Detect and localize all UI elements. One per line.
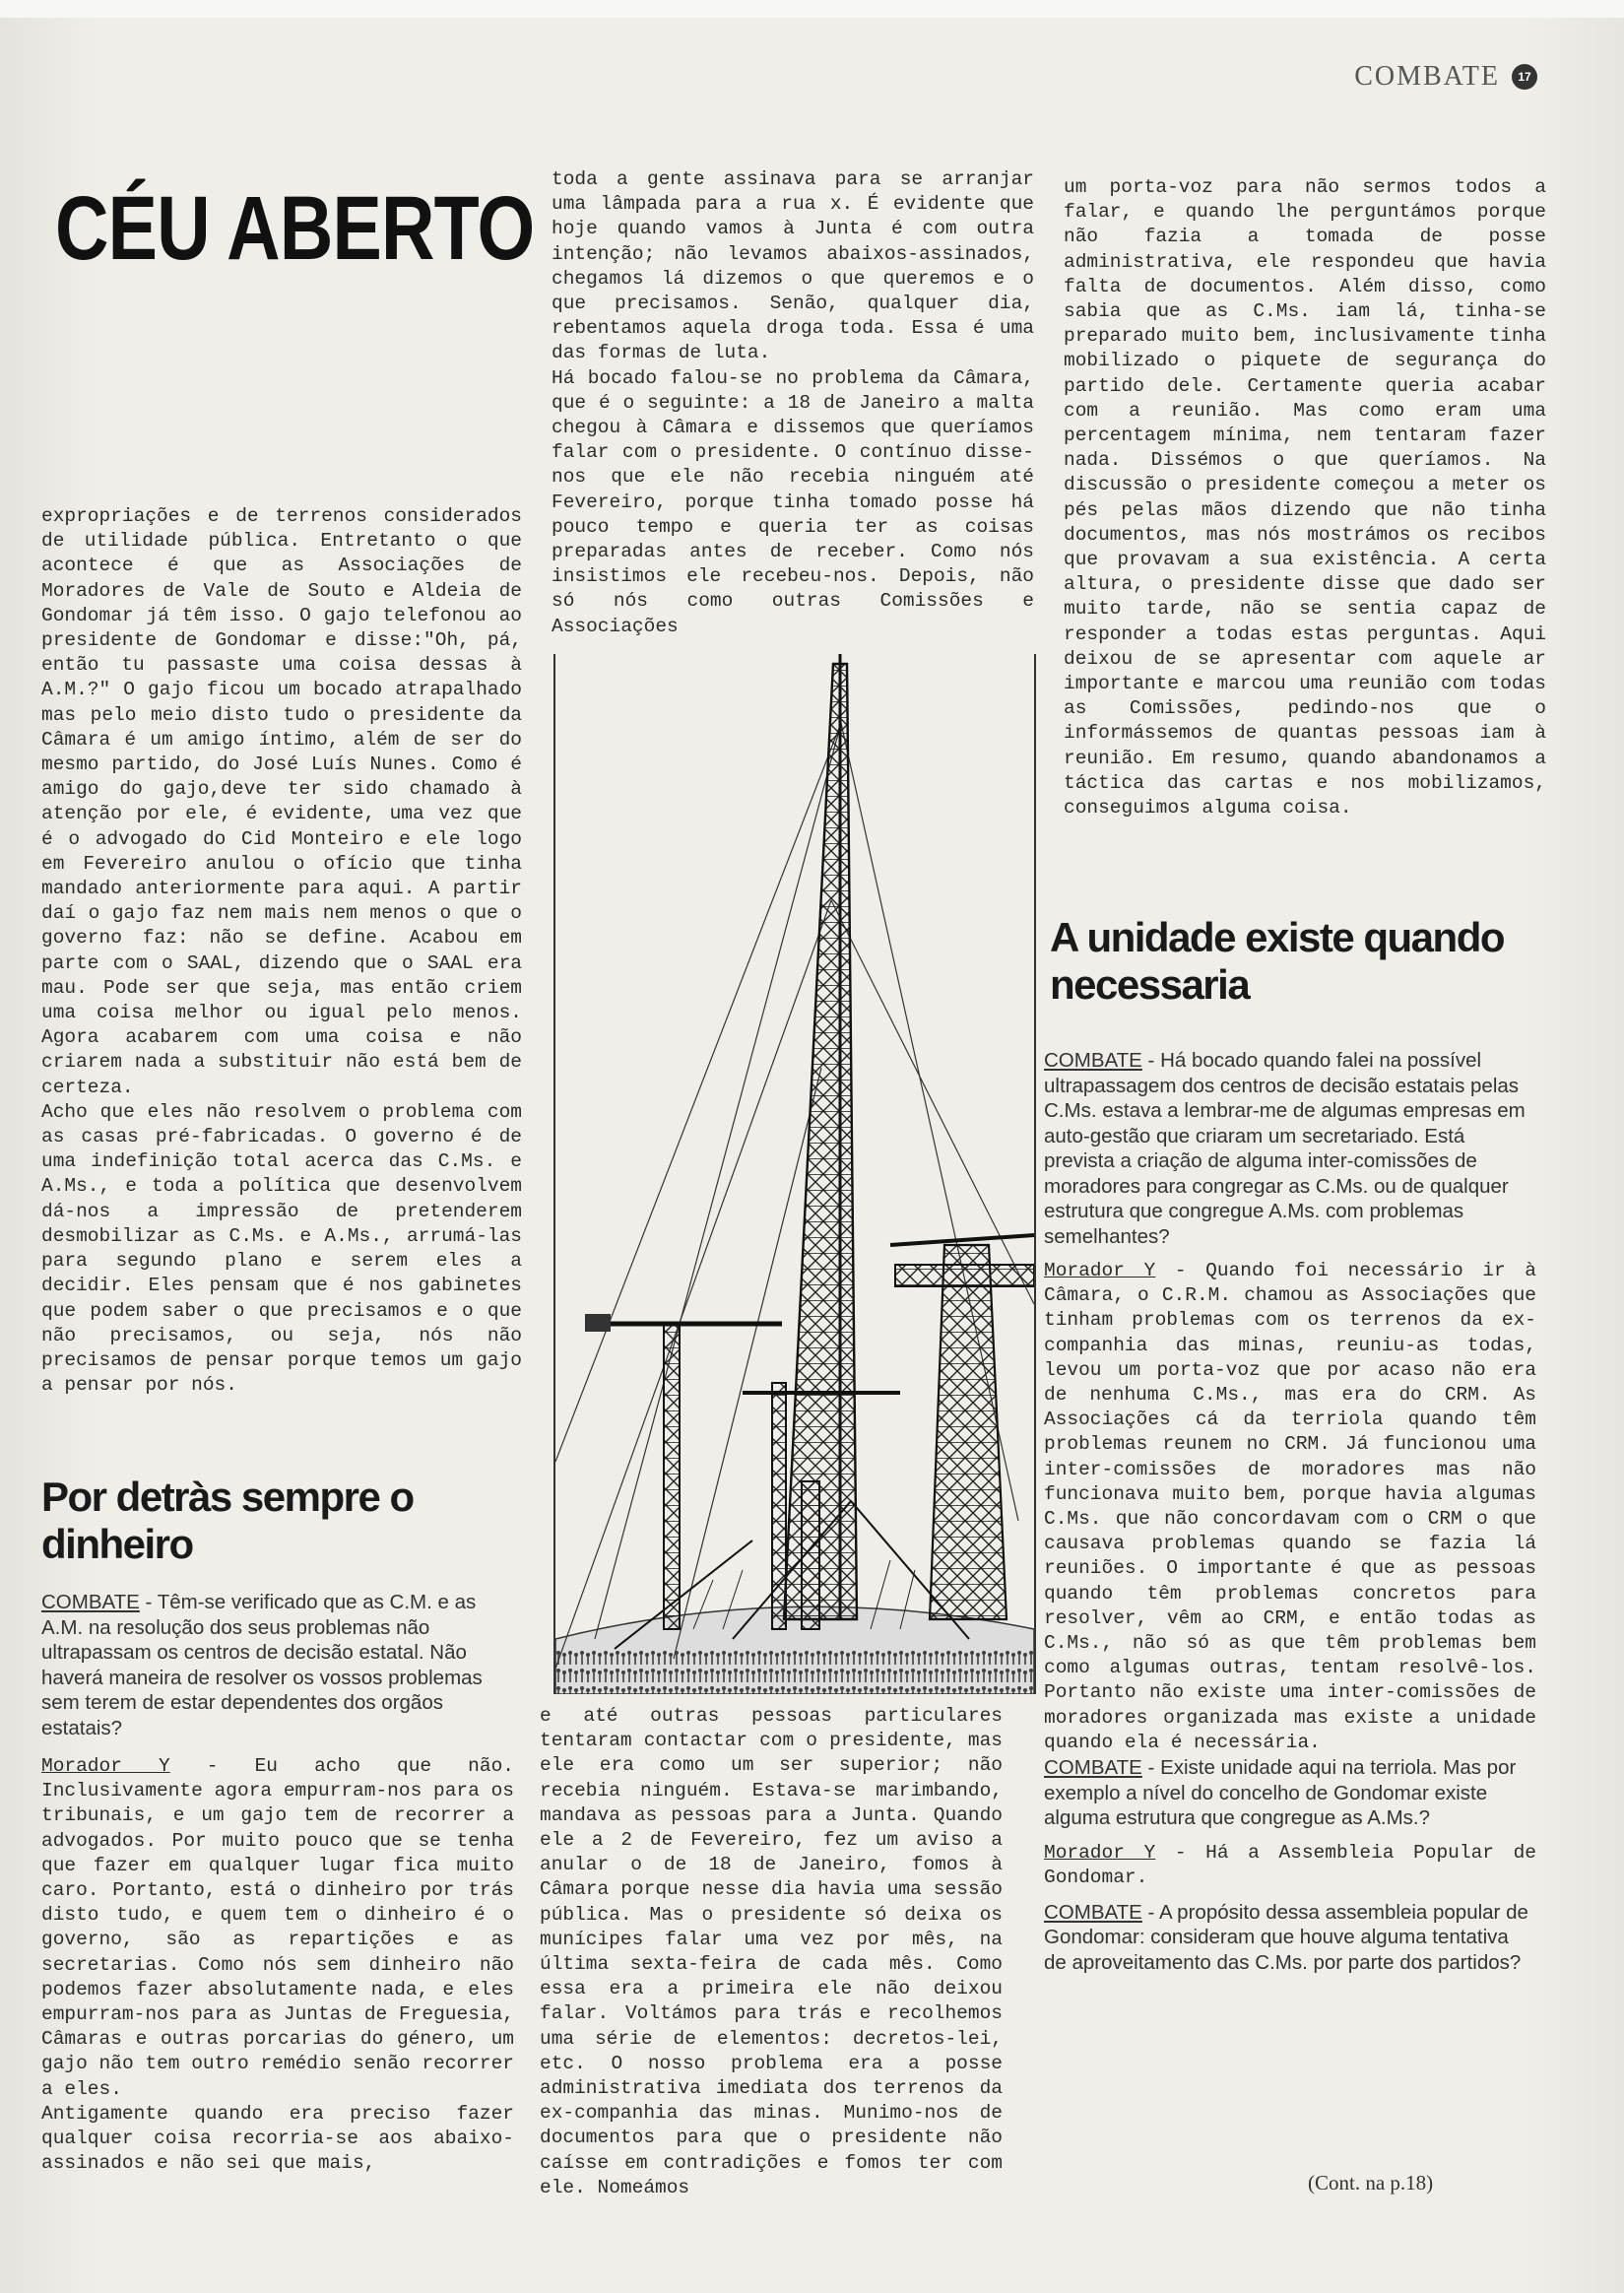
section-2-heading: A unidade existe quando necessaria xyxy=(1050,914,1505,1008)
publication-name: COMBATE xyxy=(1354,61,1500,92)
question-4-text: - A propósito dessa assembleia popular de Gondomar: consideram que houve alguma tentativa de aproveitamento das C.Ms. por parte dos partidos? xyxy=(1044,1900,1528,1974)
question-2-text: - Há bocado quando falei na possível ultrapassagem dos centros de decisão estatais pelas C.Ms. estava a lembrar-me de algumas empresas em auto-gestão que criaram um secretariado. Está prevista a criação de alguma inter-comissões de moradores para congregar as C.Ms. ou de qualquer estrutura que congregue A.Ms. com problemas semelhantes? xyxy=(1044,1049,1526,1248)
answer-3-speaker: Morador Y xyxy=(1044,1841,1156,1864)
question-3 xyxy=(1044,1755,1536,1831)
answer-3 xyxy=(1044,1841,1536,1890)
question-4 xyxy=(1044,1900,1536,1976)
question-1-text: - Têm-se verificado que as C.M. e as A.M. na resolução dos seus problemas não ultrapassam os centros de decisão estatal. Não haverá maneira de resolver os vossos problemas sem terem de estar dependentes dos orgãos estatais? xyxy=(41,1591,483,1739)
answer-2-text: - Quando foi necessário ir à Câmara, o C.R.M. chamou as Associações que tinham problemas com os terrenos da ex-companhia das minas, reuniu-as todas, levou um porta-voz que por acaso não era de nenhuma C.Ms., mas era do CRM. As Associações cá da terriola quando têm problemas reunem no CRM. Já funcionou uma inter-comissões de moradores mas não funcionava muito bem, porque havia algumas C.Ms. que não concordavam com o CRM o que causava problemas quando se fazia lá reuniões. O importante é que as pessoas quando têm problemas concretos para resolver, vêm ao CRM, e então todas as C.Ms., não só as que têm problemas bem como algumas outras, tentam resolvê-los. Portanto não existe uma inter-comissões de moradores organizada mas existe a unidade quando ela é necessária. xyxy=(1044,1260,1537,1753)
page-number-badge: 17 xyxy=(1512,64,1537,90)
column-2-bottom xyxy=(540,1704,1003,2200)
column-3-bottom xyxy=(1044,1048,1536,1975)
answer-1-speaker: Morador Y xyxy=(41,1755,170,1777)
question-3-speaker: COMBATE xyxy=(1044,1756,1142,1780)
question-2 xyxy=(1044,1048,1536,1249)
column-2-top xyxy=(552,167,1034,639)
answer-3-text: - Há a Assembleia Popular de Gondomar. xyxy=(1044,1841,1537,1888)
question-2-speaker: COMBATE xyxy=(1044,1049,1142,1072)
column-1 xyxy=(41,504,522,1398)
section-1 xyxy=(41,1466,514,2176)
question-4-speaker: COMBATE xyxy=(1044,1900,1142,1924)
page-header xyxy=(1354,61,1537,93)
page-top-edge xyxy=(0,0,1624,18)
question-1 xyxy=(41,1590,514,1740)
article-title: CÉU ABERTO xyxy=(55,178,535,279)
answer-2 xyxy=(1044,1259,1536,1755)
continued-note: (Cont. na p.18) xyxy=(1308,2171,1434,2195)
section-1-heading: Por detràs sempre o dinheiro xyxy=(41,1474,414,1567)
section-2-heading-block xyxy=(1050,906,1562,1030)
column-2-bottom-text: e até outras pessoas particulares tentaram contactar com o presidente, mas ele era como um ser superior; não recebia ninguém. Estava-se marimbando, mandava as pessoas para a Junta. Quando ele a 2 de Fevereiro, fez um aviso a anular o de 18 de Janeiro, fomos à Câmara porque nesse dia havia uma sessão pública. Mas o presidente só deixa os munícipes falar uma vez por mês, na última sexta-feira de cada mês. Como essa era a primeira ele não deixou falar. Voltámos para trás e recolhemos uma série de elementos: decretos-lei, etc. O nosso problema era a posse administrativa imediata dos terrenos da ex-companhia das minas. Munimo-nos de documentos para que o presidente não caísse em contradições e fomos ter com ele. Nomeámos xyxy=(540,1705,1003,2198)
column-3-top-text: um porta-voz para não sermos todos a falar, e quando lhe perguntámos porque não fazia a tomada de posse administrativa, ele respondeu que havia falta de documentos. Além disso, como sabia que as C.Ms. iam lá, tinha-se preparado muito bem, inclusivamente tinha mobilizado o piquete de segurança do partido dele. Certamente queria acabar com a reunião. Mas como eram uma percentagem mínima, nem tentaram fazer nada. Dissémos o que queríamos. Na discussão o presidente começou a meter os pés pelas mãos dizendo que não tinha documentos, mas nós mostrámos os recibos que provavam a sua existência. A certa altura, o presidente disse que dado ser muito tarde, não se sentia capaz de responder a todas estas perguntas. Aqui deixou de se apresentar com aquele ar importante e marcou uma reunião com todas as Comissões, pedindo-nos que o informássemos de quantas pessoas iam à reunião. Em resumo, quando abandonamos a táctica das cartas e nos mobilizamos, conseguimos alguma coisa. xyxy=(1064,176,1546,819)
question-3-text: - Existe unidade aqui na terriola. Mas por exemplo a nível do concelho de Gondomar existe alguma estrutura que congregue as A.Ms.? xyxy=(1044,1756,1517,1830)
answer-1-text: - Eu acho que não. Inclusivamente agora empurram-nos para os tribunais, e um gajo tem de recorrer a advogados. Por muito pouco que se tenha que fazer em qualquer lugar fica muito caro. Portanto, está o dinheiro por trás disto tudo, e quem tem o dinheiro é o governo, são as repartições e as secretarias. Como nós sem dinheiro não podemos fazer absolutamente nada, e eles empurram-nos para as Juntas de Freguesia, Câmaras e outras porcarias do género, um gajo não tem outro remédio senão recorrer a eles. Antigamente quando era preciso fazer qualquer coisa recorria-se aos abaixo-assinados e não sei que mais, xyxy=(41,1755,514,2175)
column-2-top-text: toda a gente assinava para se arranjar uma lâmpada para a rua x. É evidente que hoje quando vamos à Junta é com outra intenção; não levamos abaixos-assinados, chegamos lá dizemos o que queremos e o que precisamos. Senão, qualquer dia, rebentamos aquela droga toda. Essa é uma das formas de luta. Há bocado falou-se no problema da Câmara, que é o seguinte: a 18 de Janeiro a malta chegou à Câmara e dissemos que queríamos falar com o presidente. O contínuo disse-nos que ele não recebia ninguém até Fevereiro, porque tinha tomado posse há pouco tempo e queria ter as coisas preparadas antes de receber. Como nós insistimos ele recebeu-nos. Depois, não só nós como outras Comissões e Associações xyxy=(552,168,1034,637)
answer-1 xyxy=(41,1754,514,2176)
column-1-text: expropriações e de terrenos considerados de utilidade pública. Entretanto o que acontece é que as Associações de Moradores de Vale de Souto e Aldeia de Gondomar já têm isso. O gajo telefonou ao presidente de Gondomar e disse:"Oh, pá, então tu passaste uma coisa dessas à A.M.?" O gajo ficou um bocado atrapalhado mas pelo meio disto tudo o presidente da Câmara é um amigo íntimo, além de ser do mesmo partido, do José Luís Nunes. Como é amigo do gajo,deve ter sido chamado à atenção por ele, é evidente, uma vez que é o advogado do Cid Monteiro e ele logo em Fevereiro anulou o ofício que tinha mandado anteriormente para aqui. A partir daí o gajo faz nem mais nem menos o que o governo faz: não se define. Acabou em parte com o SAAL, dizendo que o SAAL era mau. Pode ser que seja, mas então criem uma coisa melhor ou igual pelo menos. Agora acabarem com uma coisa e não criarem nada a substituir não está bem de certeza. Acho que eles não resolvem o problema com as casas pré-fabricadas. O governo é de uma indefinição total acerca das C.Ms. e A.Ms., e toda a política que desenvolvem dá-nos a impressão de pretenderem desmobilizar as C.Ms. e A.Ms., arrumá-las para segundo plano e serem eles a decidir. Eles pensam que é nos gabinetes que podem saber o que precisamos e o que não precisamos, ou seja, nós não precisamos de pensar porque temos um gajo a pensar por nós. xyxy=(41,505,522,1397)
answer-2-speaker: Morador Y xyxy=(1044,1260,1156,1281)
tower-crane-illustration xyxy=(553,654,1036,1694)
question-1-speaker: COMBATE xyxy=(41,1591,140,1613)
column-3-top xyxy=(1064,175,1546,820)
tower-crane-drawing xyxy=(555,654,1034,1694)
